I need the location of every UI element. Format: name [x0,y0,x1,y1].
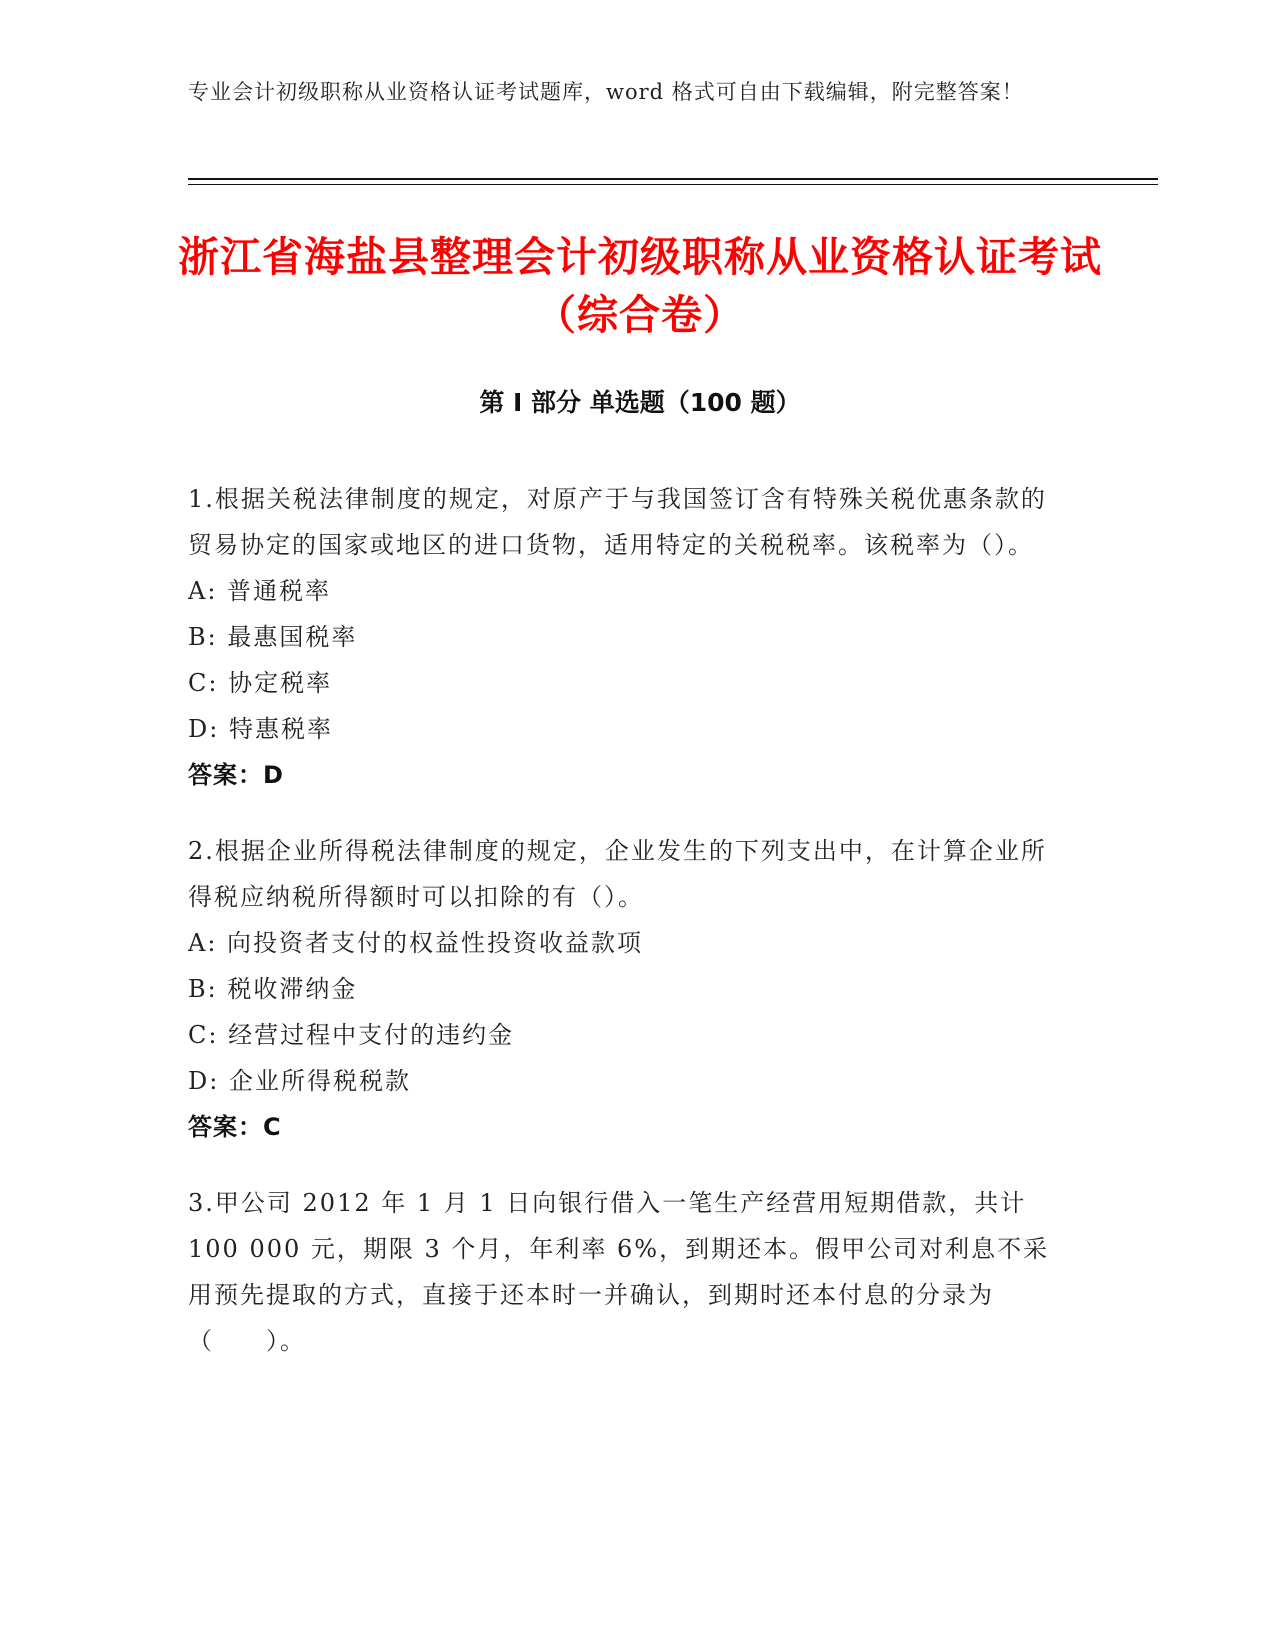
question-stem: 3.甲公司 2012 年 1 月 1 日向银行借入一笔生产经营用短期借款，共计 100 000 元，期限 3 个月，年利率 6%，到期还本。假甲公司对利息不采用预先提取的方式，直接于还本时一并确认，到期时还本付息的分录为（ ）。 [188,1189,1050,1355]
question-2 [188,828,1068,1150]
header-divider-thin [188,184,1158,185]
document-title: 浙江省海盐县整理会计初级职称从业资格认证考试（综合卷） [178,233,1102,339]
question-3 [188,1180,1068,1364]
answer: 答案：D [188,761,284,789]
header-note: 专业会计初级职称从业资格认证考试题库，word 格式可自由下载编辑，附完整答案！ [188,80,1024,104]
option-d: D: 特惠税率 [188,715,333,743]
header-divider-thick [188,178,1158,180]
option-a: A: 向投资者支付的权益性投资收益款项 [188,929,644,957]
option-b: B: 最惠国税率 [188,623,358,651]
option-b: B: 税收滞纳金 [188,975,358,1003]
option-c: C: 经营过程中支付的违约金 [188,1021,515,1049]
option-a: A: 普通税率 [188,577,332,605]
option-c: C: 协定税率 [188,669,333,697]
question-stem: 2.根据企业所得税法律制度的规定，企业发生的下列支出中，在计算企业所得税应纳税所得额时可以扣除的有（）。 [188,837,1047,911]
section-heading: 第 I 部分 单选题（100 题） [479,388,801,417]
question-stem: 1.根据关税法律制度的规定，对原产于与我国签订含有特殊关税优惠条款的贸易协定的国家或地区的进口货物，适用特定的关税税率。该税率为（）。 [188,485,1047,559]
option-d: D: 企业所得税税款 [188,1067,411,1095]
question-list [188,476,1068,1394]
answer: 答案：C [188,1113,282,1141]
question-1 [188,476,1068,798]
